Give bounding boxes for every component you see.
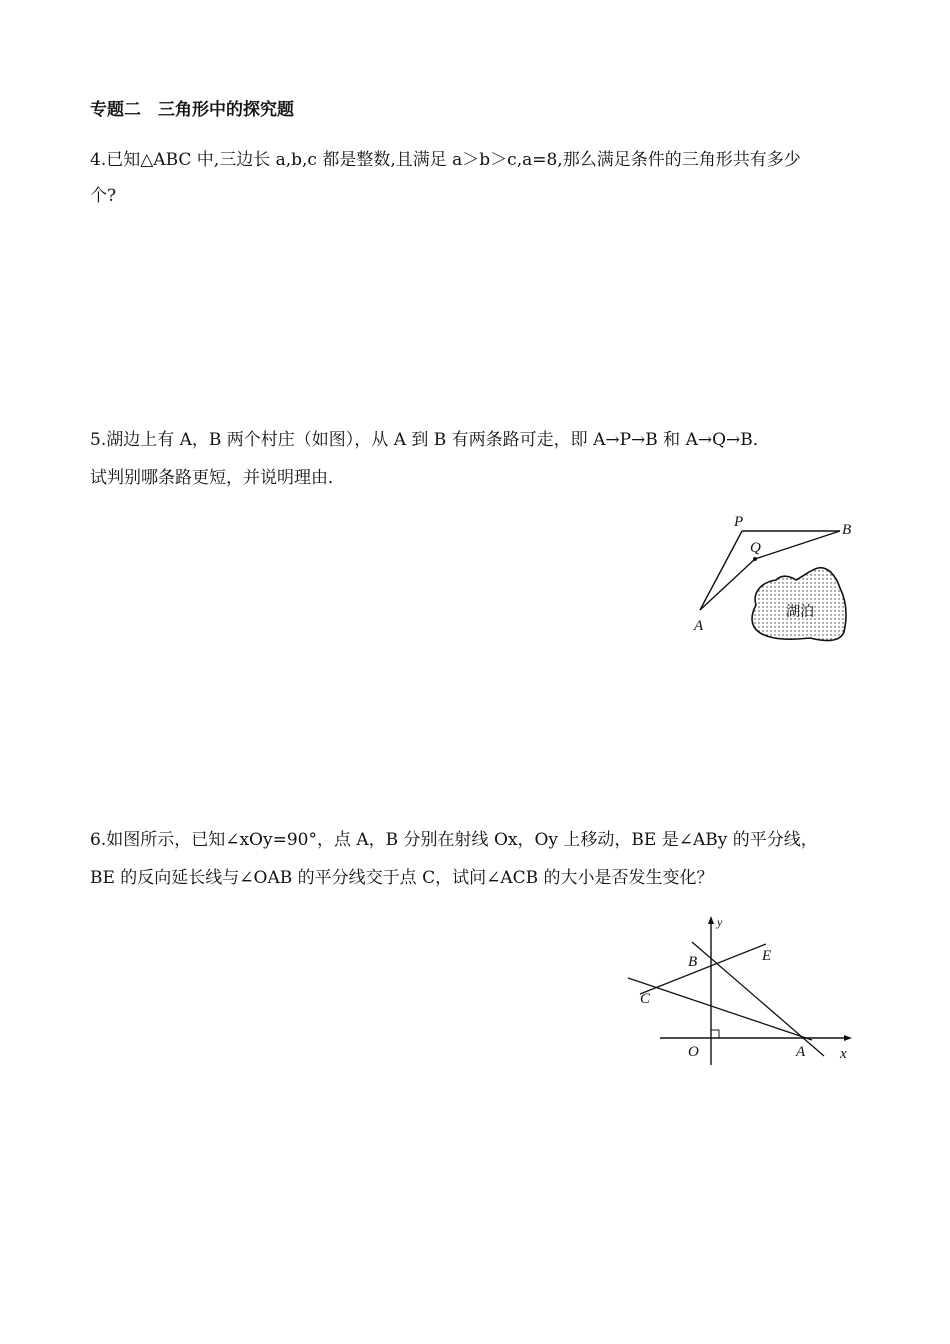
path-a-to-p xyxy=(700,531,742,610)
label-a: A xyxy=(796,1044,806,1060)
question-5-line-1: 5.湖边上有 A，B 两个村庄（如图），从 A 到 B 有两条路可走，即 A→P→B 和 A→Q→B． xyxy=(90,430,770,450)
right-angle-mark xyxy=(711,1030,719,1038)
question-6-line-2: BE 的反向延长线与∠OAB 的平分线交于点 C，试问∠ACB 的大小是否发生变化？ xyxy=(90,868,714,888)
question-6-line-1: 6.如图所示，已知∠xOy=90°，点 A，B 分别在射线 Ox，Oy 上移动，BE 是∠ABy 的平分线， xyxy=(90,830,818,850)
path-q-to-b xyxy=(755,531,840,559)
y-axis-arrow xyxy=(708,916,714,924)
label-b: B xyxy=(842,522,852,538)
question-4-line-2: 个? xyxy=(90,186,117,206)
label-c: C xyxy=(640,991,651,1007)
label-lake: 湖泊 xyxy=(786,604,814,620)
label-y: y xyxy=(717,915,723,929)
x-axis-arrow xyxy=(844,1035,852,1041)
question-4-line-1: 4.已知△ABC 中,三边长 a,b,c 都是整数,且满足 a＞b＞c,a=8,那么满足条件的三角形共有多少 xyxy=(90,150,801,170)
angle-figure xyxy=(620,910,860,1070)
label-x: x xyxy=(840,1046,847,1062)
label-a: A xyxy=(694,618,704,634)
point-q xyxy=(753,557,757,561)
label-q: Q xyxy=(750,540,761,556)
label-b: B xyxy=(688,954,698,970)
lake-figure xyxy=(690,510,870,640)
label-e: E xyxy=(762,948,772,964)
line-ab xyxy=(692,942,824,1056)
page-title: 专题二 三角形中的探究题 xyxy=(90,100,294,120)
line-ca xyxy=(628,978,812,1040)
label-o: O xyxy=(688,1044,699,1060)
label-p: P xyxy=(734,514,744,530)
path-a-to-q xyxy=(700,559,755,610)
question-5-line-2: 试判别哪条路更短，并说明理由． xyxy=(90,468,345,488)
